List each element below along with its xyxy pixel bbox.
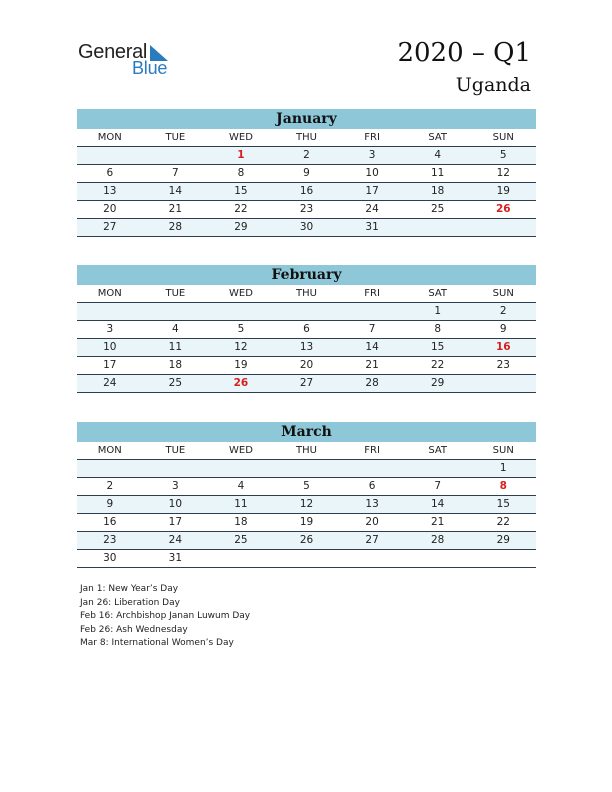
empty-day-cell [143, 147, 209, 164]
day-cell: 31 [365, 221, 379, 233]
weekday-label: WED [228, 288, 253, 299]
day-cell: 11 [234, 498, 248, 510]
day-cell: 4 [172, 323, 179, 335]
holiday-notes [80, 583, 250, 651]
week-row [77, 321, 536, 339]
day-cell: 15 [430, 341, 445, 353]
brand-logo [78, 40, 188, 80]
day-cell: 13 [299, 341, 314, 353]
month-title: February [77, 265, 536, 285]
day-cell: 19 [234, 359, 248, 371]
brand-word-blue: Blue [132, 58, 168, 78]
weekday-label: FRI [364, 132, 380, 143]
weekday-label: TUE [165, 445, 186, 456]
day-cell: 7 [172, 167, 179, 179]
empty-day-cell [470, 550, 536, 567]
day-cell: 15 [496, 498, 510, 510]
day-cell: 26 [299, 534, 314, 546]
empty-day-cell [77, 147, 143, 164]
empty-day-cell [339, 303, 405, 320]
day-cell: 2 [303, 149, 310, 161]
day-cell: 17 [103, 359, 117, 371]
month-calendar-march [77, 422, 536, 568]
holiday-note: Feb 26: Ash Wednesday [80, 624, 188, 635]
holiday-note: Jan 1: New Year’s Day [80, 584, 179, 594]
empty-day-cell [208, 460, 274, 477]
page-title: 2020 – Q1 [397, 38, 531, 68]
weekday-label: FRI [364, 288, 380, 299]
empty-day-cell [339, 550, 405, 567]
day-cell: 19 [299, 516, 314, 528]
day-cell: 28 [430, 534, 445, 546]
day-cell: 17 [168, 516, 183, 528]
country-name: Uganda [455, 74, 531, 96]
day-cell: 14 [365, 341, 379, 353]
day-cell: 20 [103, 203, 117, 215]
day-cell: 22 [430, 359, 445, 371]
week-row [77, 147, 536, 165]
holiday-day-cell: 16 [495, 341, 511, 353]
day-cell: 3 [106, 323, 114, 335]
day-cell: 14 [430, 498, 445, 510]
week-row [77, 460, 536, 478]
weekday-header-row [77, 285, 536, 303]
day-cell: 2 [499, 305, 507, 317]
holiday-day-cell: 26 [233, 377, 249, 389]
day-cell: 10 [168, 498, 183, 510]
day-cell: 9 [499, 323, 507, 335]
empty-day-cell [274, 303, 340, 320]
day-cell: 29 [496, 534, 510, 546]
day-cell: 25 [234, 534, 248, 546]
day-cell: 12 [234, 341, 248, 353]
weekday-label: MON [97, 132, 122, 143]
weekday-label: THU [296, 132, 317, 143]
day-cell: 29 [234, 221, 248, 233]
day-cell: 21 [168, 203, 183, 215]
day-cell: 4 [434, 149, 442, 161]
day-cell: 27 [103, 221, 117, 233]
empty-day-cell [274, 550, 340, 567]
day-cell: 7 [368, 323, 376, 335]
weekday-label: TUE [165, 132, 186, 143]
empty-day-cell [77, 460, 143, 477]
day-cell: 3 [368, 149, 376, 161]
week-row [77, 478, 536, 496]
day-cell: 14 [168, 185, 183, 197]
day-cell: 12 [299, 498, 314, 510]
week-row [77, 183, 536, 201]
day-cell: 10 [103, 341, 117, 353]
weekday-label: SAT [428, 288, 448, 299]
day-cell: 20 [365, 516, 379, 528]
day-cell: 25 [168, 377, 183, 389]
holiday-note: Mar 8: International Women’s Day [80, 638, 234, 649]
weekday-label: WED [228, 445, 253, 456]
day-cell: 5 [303, 480, 310, 492]
week-row [77, 219, 536, 237]
holiday-note: Feb 16: Archbishop Janan Luwum Day [80, 611, 251, 622]
day-cell: 22 [496, 516, 510, 528]
week-row [77, 339, 536, 357]
day-cell: 1 [499, 462, 507, 474]
day-cell: 18 [234, 516, 248, 528]
week-row [77, 550, 536, 568]
empty-day-cell [470, 375, 536, 392]
weekday-label: SAT [428, 445, 448, 456]
day-cell: 5 [499, 149, 507, 161]
day-cell: 21 [365, 359, 379, 371]
day-cell: 23 [496, 359, 510, 371]
weekday-label: SUN [492, 445, 514, 456]
weekday-header-row [77, 129, 536, 147]
day-cell: 31 [168, 552, 183, 564]
empty-day-cell [470, 219, 536, 236]
holiday-day-cell: 8 [499, 480, 507, 492]
empty-day-cell [77, 303, 143, 320]
day-cell: 28 [168, 221, 183, 233]
day-cell: 28 [365, 377, 379, 389]
day-cell: 8 [434, 323, 442, 335]
day-cell: 11 [430, 167, 445, 179]
week-row [77, 496, 536, 514]
day-cell: 4 [237, 480, 245, 492]
empty-day-cell [208, 550, 274, 567]
day-cell: 24 [168, 534, 183, 546]
empty-day-cell [339, 460, 405, 477]
holiday-day-cell: 1 [237, 149, 245, 161]
week-row [77, 201, 536, 219]
day-cell: 1 [434, 305, 442, 317]
day-cell: 13 [103, 185, 117, 197]
day-cell: 27 [299, 377, 314, 389]
day-cell: 18 [430, 185, 445, 197]
day-cell: 27 [365, 534, 379, 546]
day-cell: 23 [299, 203, 314, 215]
day-cell: 6 [303, 323, 310, 335]
day-cell: 8 [237, 167, 245, 179]
day-cell: 19 [496, 185, 510, 197]
day-cell: 21 [430, 516, 445, 528]
day-cell: 2 [106, 480, 114, 492]
week-row [77, 514, 536, 532]
month-title: March [77, 422, 536, 442]
day-cell: 16 [299, 185, 314, 197]
week-row [77, 165, 536, 183]
day-cell: 24 [103, 377, 117, 389]
empty-day-cell [405, 460, 471, 477]
day-cell: 16 [103, 516, 117, 528]
holiday-day-cell: 26 [495, 203, 511, 215]
weekday-label: SUN [492, 288, 514, 299]
day-cell: 7 [434, 480, 442, 492]
week-row [77, 375, 536, 393]
month-calendar-january [77, 109, 536, 237]
empty-day-cell [405, 550, 471, 567]
day-cell: 18 [168, 359, 183, 371]
weekday-label: MON [97, 288, 122, 299]
weekday-header-row [77, 442, 536, 460]
brand-word-general: General [78, 41, 148, 63]
empty-day-cell [274, 460, 340, 477]
weekday-label: MON [97, 445, 122, 456]
week-row [77, 532, 536, 550]
day-cell: 5 [237, 323, 245, 335]
weekday-label: THU [296, 288, 317, 299]
day-cell: 3 [172, 480, 179, 492]
day-cell: 25 [430, 203, 445, 215]
day-cell: 24 [365, 203, 379, 215]
day-cell: 9 [106, 498, 114, 510]
day-cell: 29 [430, 377, 445, 389]
month-calendar-february [77, 265, 536, 393]
day-cell: 30 [299, 221, 314, 233]
day-cell: 23 [103, 534, 117, 546]
day-cell: 11 [168, 341, 183, 353]
day-cell: 9 [303, 167, 310, 179]
weekday-label: TUE [165, 288, 186, 299]
day-cell: 6 [368, 480, 376, 492]
day-cell: 13 [365, 498, 379, 510]
month-title: January [77, 109, 536, 129]
weekday-label: FRI [364, 445, 380, 456]
day-cell: 12 [496, 167, 510, 179]
day-cell: 6 [106, 167, 114, 179]
day-cell: 17 [365, 185, 379, 197]
empty-day-cell [208, 303, 274, 320]
empty-day-cell [405, 219, 471, 236]
empty-day-cell [143, 303, 209, 320]
weekday-label: THU [296, 445, 317, 456]
weekday-label: SUN [492, 132, 514, 143]
empty-day-cell [143, 460, 209, 477]
weekday-label: WED [228, 132, 253, 143]
week-row [77, 303, 536, 321]
day-cell: 15 [234, 185, 248, 197]
day-cell: 10 [365, 167, 379, 179]
week-row [77, 357, 536, 375]
day-cell: 30 [103, 552, 117, 564]
day-cell: 20 [299, 359, 314, 371]
weekday-label: SAT [428, 132, 448, 143]
holiday-note: Jan 26: Liberation Day [80, 597, 180, 608]
day-cell: 22 [234, 203, 248, 215]
